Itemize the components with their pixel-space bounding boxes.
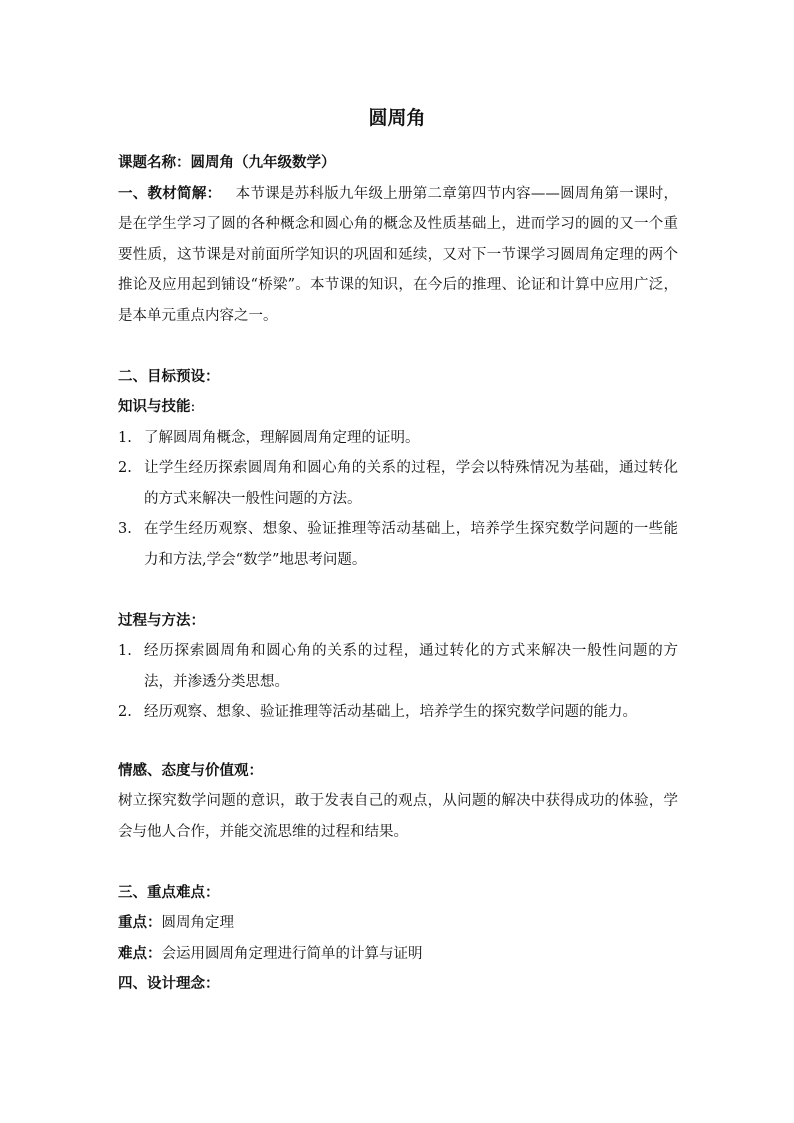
list-item: [118, 636, 678, 697]
list-item: [118, 453, 678, 514]
key-point-label: 重点：: [118, 915, 162, 931]
emotion-heading: 情感、态度与价值观：: [118, 762, 263, 779]
list-text: 让学生经历探索圆周角和圆心角的关系的过程，学会以特殊情况为基础，通过转化的方式来解决一般性问题的方法。: [144, 460, 678, 507]
course-value: 圆周角（九年级数学）: [190, 155, 336, 171]
course-line: [118, 148, 678, 179]
list-text: 经历探索圆周角和圆心角的关系的过程，通过转化的方式来解决一般性问题的方法，并渗透分类思想。: [144, 643, 678, 690]
list-number: 2.: [118, 460, 132, 476]
document-body: [118, 148, 678, 1000]
knowledge-colon: :: [190, 399, 196, 415]
key-point-line: [118, 908, 678, 939]
difficulty-label: 难点：: [118, 945, 162, 962]
knowledge-heading: 知识与技能: [118, 399, 191, 415]
key-point-text: 圆周角定理: [161, 915, 234, 931]
section1-paragraph: [118, 179, 678, 332]
list-item: [118, 697, 678, 728]
section4-heading: 四、设计理念：: [118, 976, 220, 992]
section2-heading: 二、目标预设：: [118, 368, 220, 385]
list-text: 在学生经历观察、想象、验证推理等活动基础上，培养学生探究数学问题的一些能力和方法,学会“数学”地思考问题。: [144, 521, 678, 568]
emotion-text: 树立探究数学问题的意识，敢于发表自己的观点，从问题的解决中获得成功的体验，学会与他人合作，并能交流思维的过程和结果。: [118, 793, 678, 840]
knowledge-heading-line: [118, 392, 678, 423]
list-text: 经历观察、想象、验证推理等活动基础上，培养学生的探究数学问题的能力。: [144, 704, 637, 720]
course-label: 课题名称：: [118, 155, 191, 171]
section1-text: 本节课是苏科版九年级上册第二章第四节内容——圆周角第一课时，是在学生学习了圆的各种概念和圆心角的概念及性质基础上，进而学习的圆的又一个重要性质，这节课是对前面所学知识的巩固和延续，又对下一节课学习圆周角定理的两个推论及应用起到铺设“桥梁”。本节课的知识，在今后的推理、论证和计算中应用广泛，是本单元重点内容之一。: [118, 185, 679, 324]
list-number: 1.: [118, 429, 132, 446]
difficulty-text: 会运用圆周角定理进行简单的计算与证明: [161, 945, 423, 962]
list-number: 2.: [118, 704, 132, 720]
list-item: [118, 514, 678, 575]
process-heading: 过程与方法：: [118, 612, 205, 629]
difficulty-line: [118, 939, 678, 970]
section1-heading: 一、教材简解：: [118, 185, 222, 202]
list-number: 1.: [118, 643, 132, 659]
section3-heading: 三、重点难点：: [118, 884, 220, 901]
page-title: 圆周角: [368, 107, 426, 129]
list-number: 3.: [118, 521, 132, 537]
list-item: [118, 423, 678, 454]
list-text: 了解圆周角概念，理解圆周角定理的证明。: [144, 429, 420, 446]
